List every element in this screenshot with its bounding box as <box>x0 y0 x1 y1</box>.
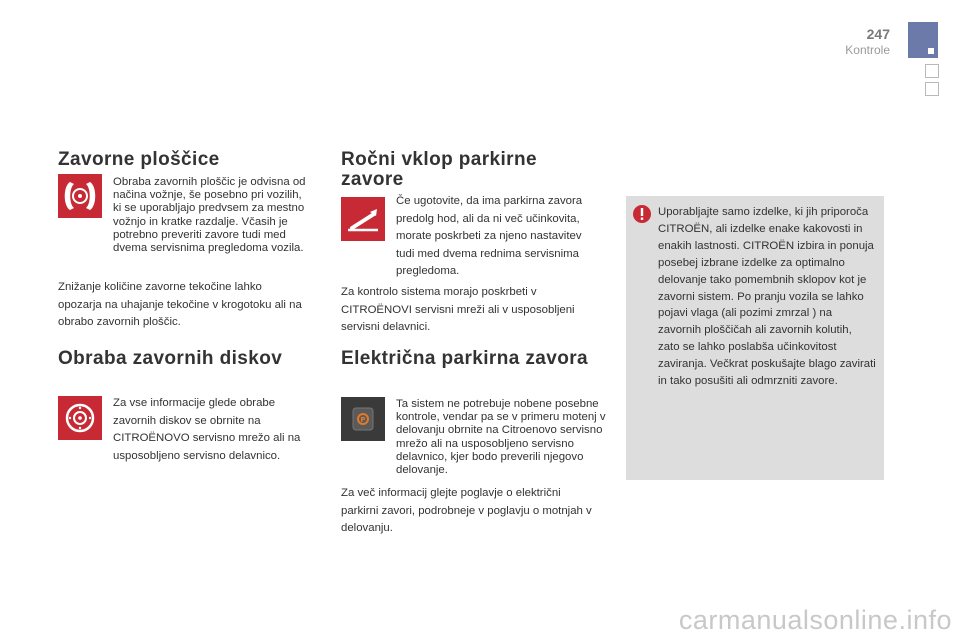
chapter-tab-active[interactable] <box>908 22 938 58</box>
warning-text: Uporabljajte samo izdelke, ki jih priporoča CITROËN, ali izdelke enake kakovosti in enakih lastnosti. CITROËN izbira in ponuja posebej izbrane izdelke za optimalno delovanje tako pomembnih sklopov kot je zavorni sistem. Po pranju vozila se lahko pojavi vlaga (ali pozimi zmrzal ) na zavornih ploščičah ali zavornih kolutih, zato se lahko poslabša učinkovitost zaviranja. Večkrat poskušajte blago zavirati in tako posušiti ali odmrzniti zavore. <box>658 206 876 388</box>
manual-brake-note: Za kontrolo sistema morajo poskrbeti v CITROËNOVI servisni mreži ali v usposobljeni servisni delavnici. <box>341 286 575 333</box>
watermark: carmanualsonline.info <box>678 605 952 635</box>
electric-brake-note: Za več informacij glejte poglavje o električni parkirni zavori, podrobneje v poglavju o motnjah v delovanju. <box>341 487 592 534</box>
parking-lever-icon <box>341 197 385 241</box>
pads-title: Zavorne ploščice <box>58 149 220 170</box>
section-label: Kontrole <box>845 43 890 57</box>
pads-note: Znižanje količine zavorne tekočine lahko opozarja na uhajanje tekočine v krogotoku ali na obrabo zavornih ploščic. <box>58 281 302 328</box>
pads-text: Obraba zavornih ploščic je odvisna od načina vožnje, še posebno pri vozilih, ki se uporabljajo predvsem za mestno vožnjo in kratke razdalje. Včasih je potrebno preveriti zavore tudi med dvema servisnima pregledoma vozila. <box>113 176 306 255</box>
discs-text: Za vse informacije glede obrabe zavornih diskov se obrnite na CITROËNOVO servisno mrežo ali na usposobljeno servisno delavnico. <box>113 397 301 462</box>
page-number: 247 <box>866 26 890 42</box>
brake-disc-icon <box>58 396 102 440</box>
exclamation-icon <box>632 204 652 224</box>
manual-brake-title-line1: Ročni vklop parkirne <box>341 149 537 170</box>
electric-brake-text: Ta sistem ne potrebuje nobene posebne kontrole, vendar pa se v primeru motenj v delovanju obrnite na Citroenovo servisno mrežo ali na usposobljeno servisno delavnico, kjer bodo preverili njegovo delovanje. <box>396 398 606 477</box>
manual-brake-text: Če ugotovite, da ima parkirna zavora predolg hod, ali da ni več učinkovita, morate poskrbeti za njeno nastavitev tudi med dvema rednima servisnima pregledoma. <box>396 195 583 277</box>
electric-brake-title: Električna parkirna zavora <box>341 348 588 369</box>
manual-brake-title-line2: zavore <box>341 169 404 190</box>
svg-text:P: P <box>360 416 366 424</box>
chapter-tab[interactable] <box>925 82 939 96</box>
brake-pads-icon <box>58 174 102 218</box>
discs-title: Obraba zavornih diskov <box>58 348 283 369</box>
chapter-tab[interactable] <box>925 64 939 78</box>
electric-brake-switch-icon <box>341 397 385 441</box>
